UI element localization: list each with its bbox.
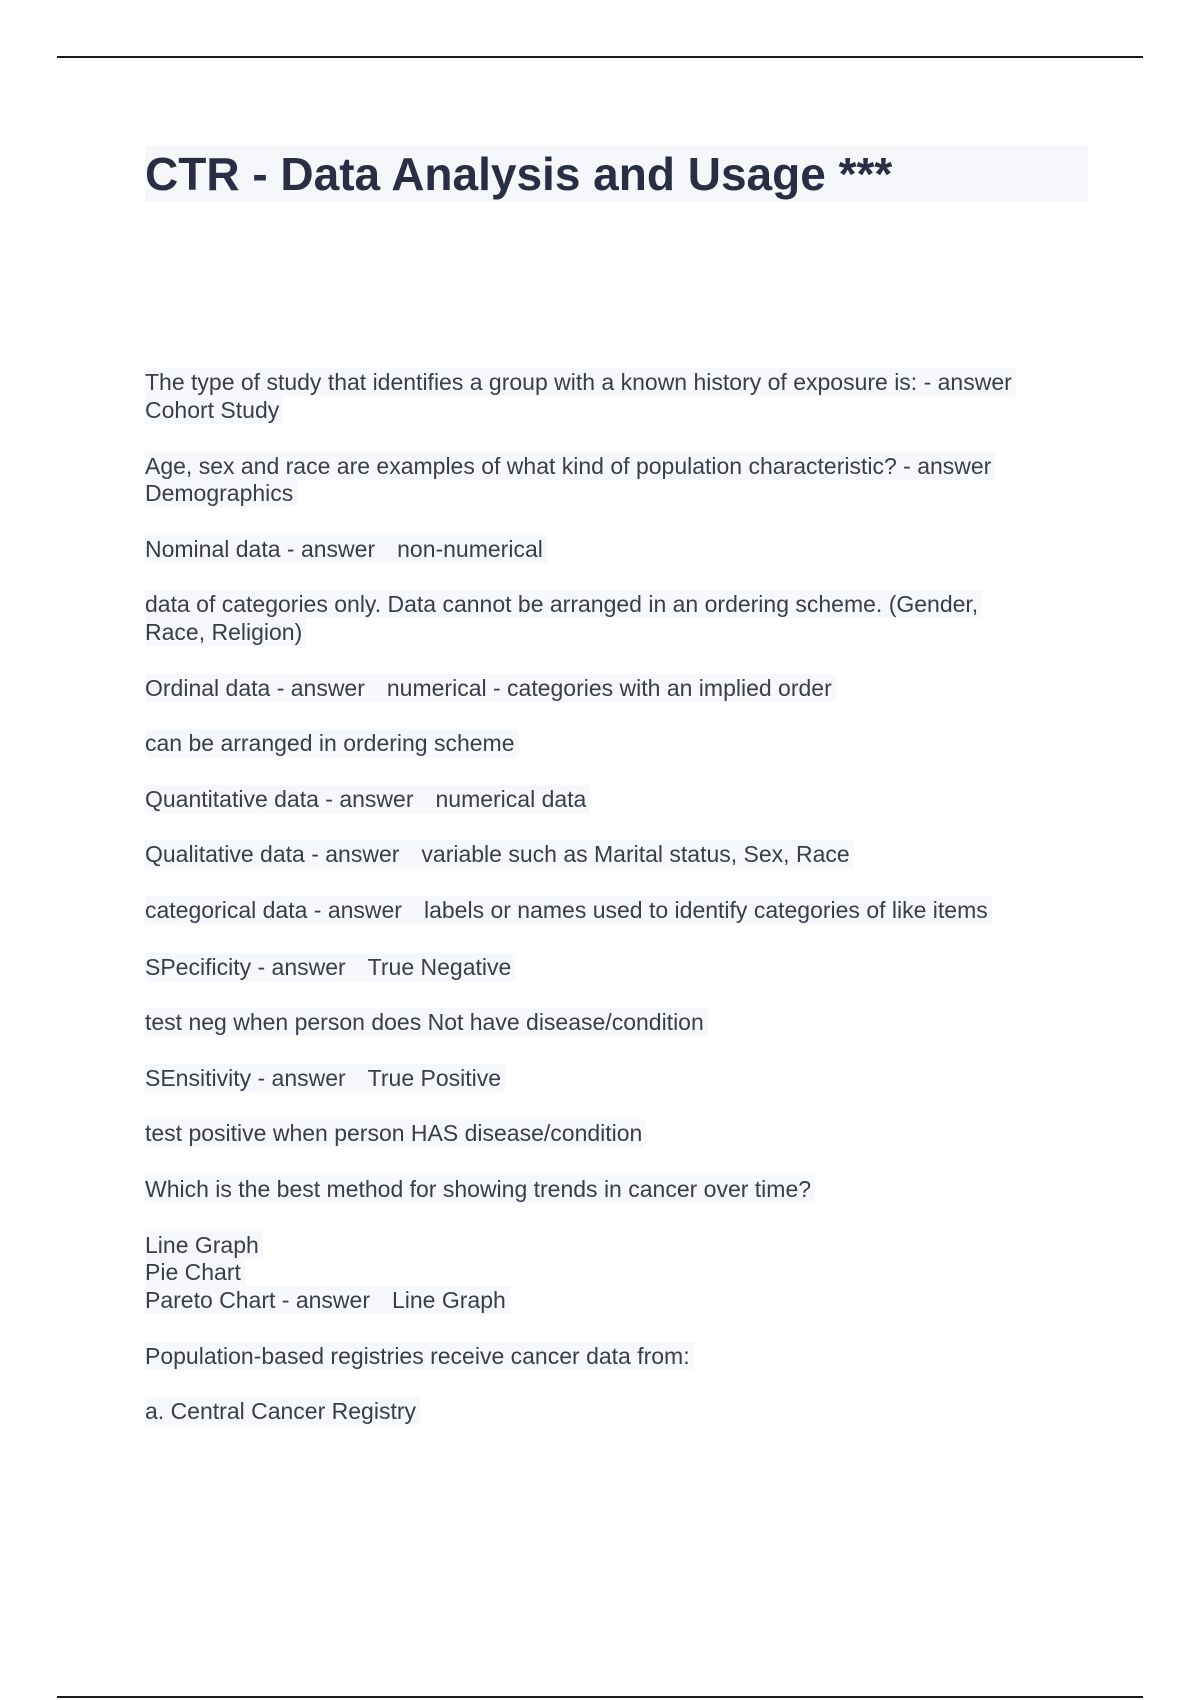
qa-line [145,1064,505,1092]
top-rule [57,56,1143,58]
body-line: Cohort Study [145,396,283,424]
body-line: can be arranged in ordering scheme [145,729,519,757]
body-line: Population-based registries receive cancer data from: [145,1342,694,1370]
qa-answer: numerical - categories with an implied order [386,675,832,701]
qa-term: Qualitative data - answer [145,841,400,867]
body-line: Demographics [145,479,297,507]
qa-answer: variable such as Marital status, Sex, Race [421,841,850,867]
qa-line [145,1286,510,1314]
qa-term: SPecificity - answer [145,954,346,980]
body-line: Which is the best method for showing trends in cancer over time? [145,1175,815,1203]
body-line: test positive when person HAS disease/condition [145,1119,646,1147]
qa-line [145,840,854,868]
body-line: The type of study that identifies a group with a known history of exposure is: - answer [145,368,1016,396]
qa-term: Nominal data - answer [145,536,376,562]
qa-term: SEnsitivity - answer [145,1065,346,1091]
body-line: data of categories only. Data cannot be arranged in an ordering scheme. (Gender, [145,590,982,618]
qa-line [145,896,992,924]
qa-line [145,953,515,981]
qa-term: Ordinal data - answer [145,675,365,701]
qa-answer: Line Graph [391,1287,506,1313]
qa-answer: non-numerical [397,536,543,562]
title-block [145,146,1088,202]
qa-term: Pareto Chart - answer [145,1287,370,1313]
qa-term: categorical data - answer [145,897,402,923]
body-line: a. Central Cancer Registry [145,1397,420,1425]
qa-answer: True Negative [367,954,512,980]
body-line: Age, sex and race are examples of what kind of population characteristic? - answer [145,452,995,480]
body-line: Line Graph [145,1231,263,1259]
qa-term: Quantitative data - answer [145,786,414,812]
qa-line [145,785,590,813]
qa-answer: True Positive [367,1065,502,1091]
body-line: Pie Chart [145,1258,245,1286]
qa-answer: numerical data [435,786,587,812]
bottom-rule [57,1696,1143,1698]
page-title: CTR - Data Analysis and Usage *** [145,148,893,200]
qa-line [145,535,547,563]
qa-line [145,674,836,702]
body-line: test neg when person does Not have disease/condition [145,1008,708,1036]
body-line: Race, Religion) [145,618,306,646]
qa-answer: labels or names used to identify categories of like items [423,897,988,923]
